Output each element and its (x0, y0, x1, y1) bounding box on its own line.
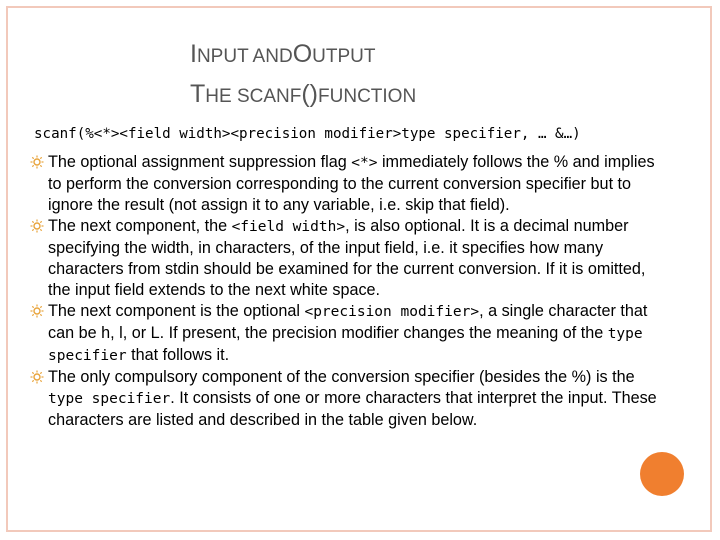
sun-bullet-icon (30, 155, 44, 169)
title-text: FUNCTION (318, 86, 417, 107)
item-text: The next component is the optional (48, 302, 305, 320)
item-text: , is also optional. It is a decimal number specifying the width, in characters, of the input field, i.e. it specifies how many characters from stdin should be examined for the current conversion. If it is omitted, the input field extends to the next white space. (48, 217, 646, 299)
title-line-1 (190, 34, 416, 74)
item-code: type specifier (48, 391, 171, 407)
slide-title (190, 34, 416, 114)
item-text: , a single character that can be h, l, or L. If present, the precision modifier changes the meaning of the (48, 302, 648, 342)
title-line-2 (190, 74, 416, 114)
item-text: The next component, the (48, 217, 232, 235)
list-item (26, 216, 666, 301)
title-cap: () (301, 80, 319, 108)
sun-bullet-icon (30, 304, 44, 318)
item-text: that follows it. (126, 346, 230, 364)
list-item (26, 301, 666, 367)
title-text: UTPUT (312, 46, 376, 67)
item-text: The optional assignment suppression flag (48, 153, 352, 171)
list-item (26, 152, 666, 216)
title-cap: O (292, 40, 313, 68)
title-text: HE SCANF (205, 86, 302, 107)
item-text: . It consists of one or more characters that interpret the input. These characters are listed and described in the table given below. (48, 389, 657, 429)
item-code: type specifier (48, 326, 643, 364)
sun-bullet-icon (30, 370, 44, 384)
item-code: <field width> (231, 219, 346, 235)
item-code: <*> (351, 155, 378, 171)
title-cap: T (190, 80, 206, 108)
item-text: The only compulsory component of the conversion specifier (besides the %) is the (48, 368, 635, 386)
title-cap: I (190, 40, 197, 68)
scanf-syntax: scanf(%<*><field width><precision modifier>type specifier, … &…) (34, 126, 581, 142)
list-item (26, 367, 666, 431)
sun-bullet-icon (30, 219, 44, 233)
item-text: immediately follows the % and implies to perform the conversion corresponding to the current conversion specifier but to ignore the result (not assign it to any variable, i.e. skip that field). (48, 153, 655, 214)
orange-circle-decoration (640, 452, 684, 496)
bullet-list (26, 152, 666, 431)
item-code: <precision modifier> (304, 304, 480, 320)
title-text: NPUT AND (196, 46, 293, 67)
